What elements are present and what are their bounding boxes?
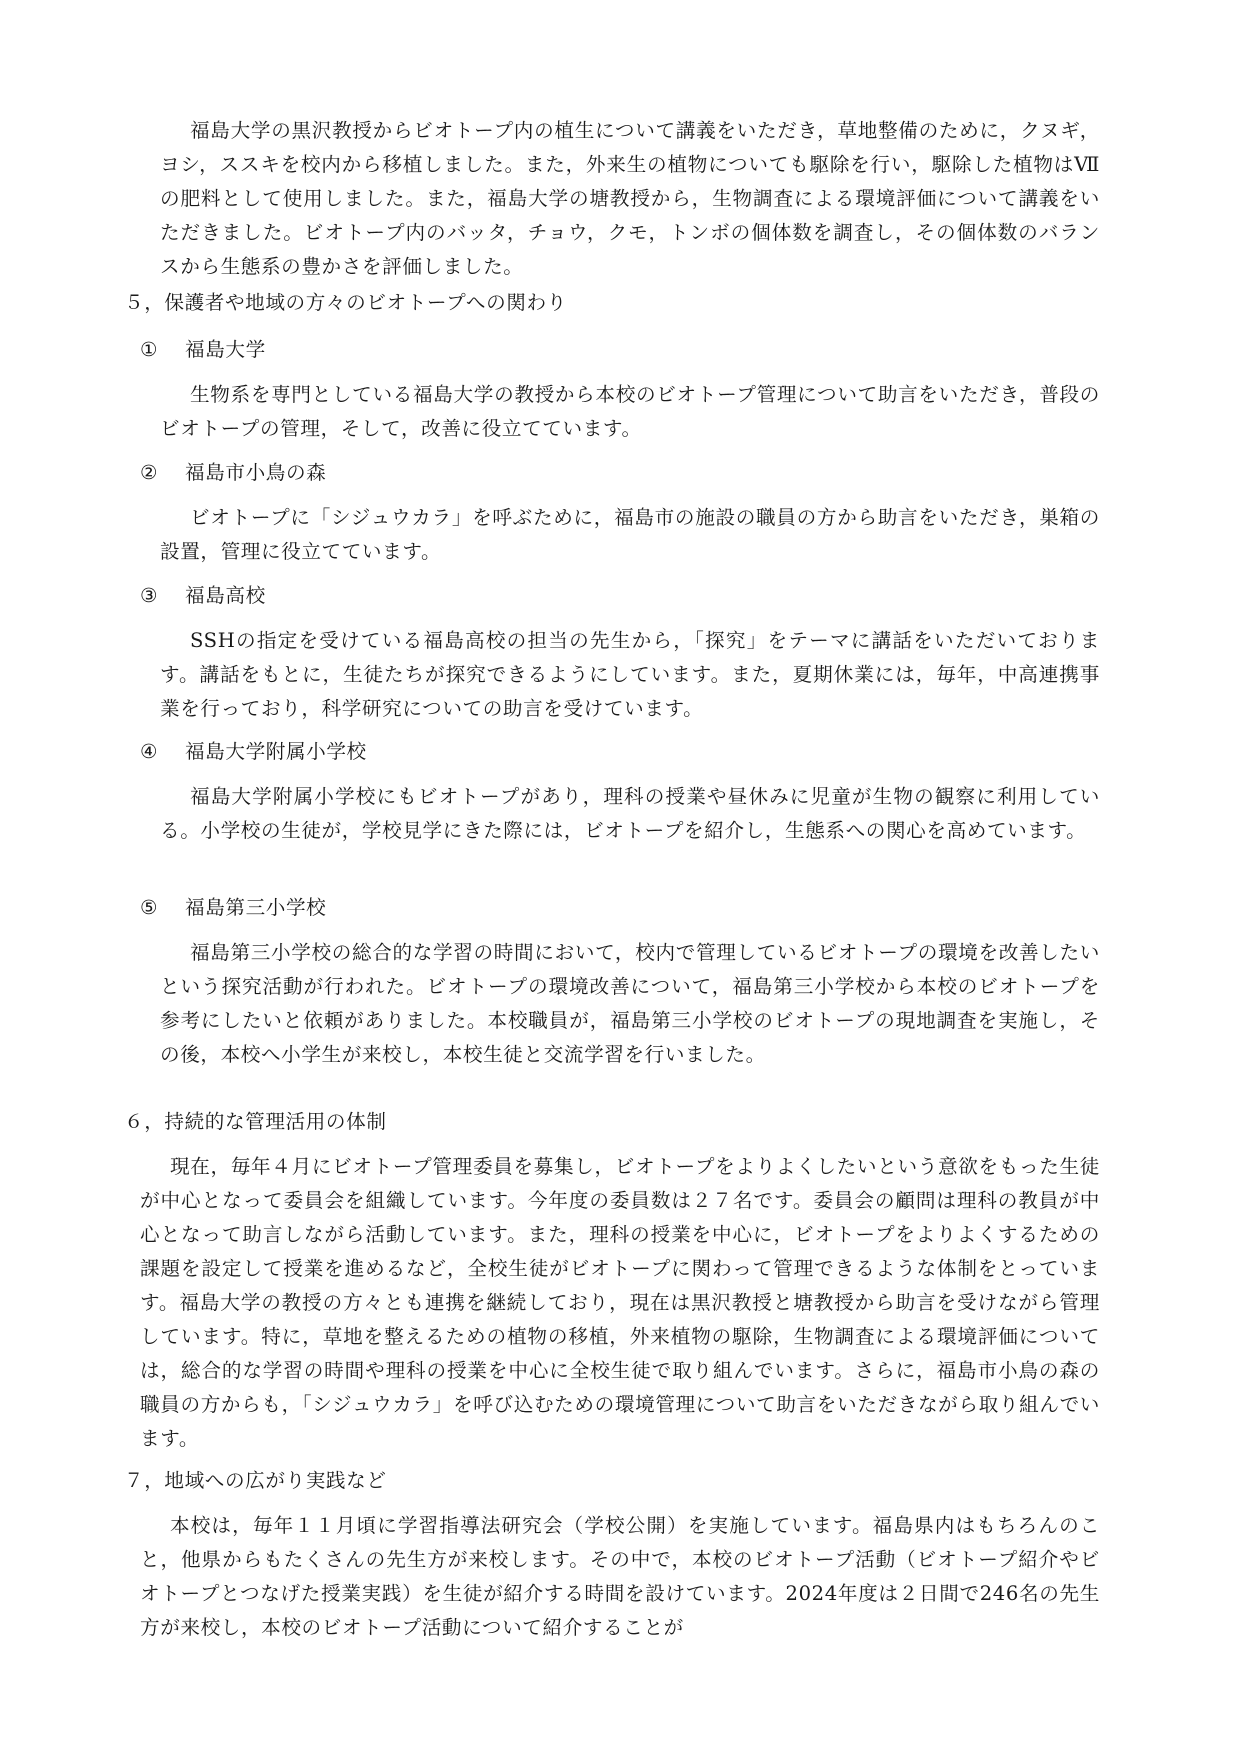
item-title: 福島高校 (185, 584, 266, 607)
section-5-item-3-paragraph: SSHの指定を受けている福島高校の担当の先生から，「探究」をテーマに講話をいただいております。講話をもとに，生徒たちが探究できるようにしています。また，夏期休業には，毎年，中高連携事業を行っており，科学研究についての助言を受けています。 (160, 629, 1100, 720)
item-number: ① (140, 338, 159, 361)
section-5-item-1-paragraph: 生物系を専門としている福島大学の教授から本校のビオトープ管理について助言をいただき，普段のビオトープの管理，そして，改善に役立てています。 (160, 383, 1100, 440)
item-title: 福島第三小学校 (185, 896, 327, 919)
item-number: ② (140, 461, 159, 484)
item-number: ③ (140, 584, 159, 607)
section-7-paragraph: 本校は，毎年１１月頃に学習指導法研究会（学校公開）を実施しています。福島県内はもちろんのこと，他県からもたくさんの先生方が来校します。その中で，本校のビオトープ活動（ビオトープ紹介やビオトープとつなげた授業実践）を生徒が紹介する時間を設けています。2024年度は２日間で246名の先生方が来校し，本校のビオトープ活動について紹介することが (140, 1514, 1100, 1639)
item-title: 福島大学 (185, 338, 266, 361)
section-7-heading: ７，地域への広がり実践など (124, 1469, 387, 1492)
section-6-paragraph: 現在，毎年４月にビオトープ管理委員を募集し，ビオトープをよりよくしたいという意欲をもった生徒が中心となって委員会を組織しています。今年度の委員数は２７名です。委員会の顧問は理科の教員が中心となって助言しながら活動しています。また，理科の授業を中心に，ビオトープをよりよくするための課題を設定して授業を進めるなど，全校生徒がビオトープに関わって管理できるような体制をとっています。福島大学の教授の方々とも連携を継続しており，現在は黒沢教授と塘教授から助言を受けながら管理しています。特に，草地を整えるための植物の移植，外来植物の駆除，生物調査による環境評価については，総合的な学習の時間や理科の授業を中心に全校生徒で取り組んでいます。さらに，福島市小鳥の森の職員の方からも，「シジュウカラ」を呼び込むための環境管理について助言をいただきながら取り組んでいます。 (140, 1155, 1100, 1450)
section-5-item-3-heading (140, 579, 266, 613)
section-5-item-5-paragraph: 福島第三小学校の総合的な学習の時間において，校内で管理しているビオトープの環境を改善したいという探究活動が行われた。ビオトープの環境改善について，福島第三小学校から本校のビオトープを参考にしたいと依頼がありました。本校職員が，福島第三小学校のビオトープの現地調査を実施し，その後，本校へ小学生が来校し，本校生徒と交流学習を行いました。 (160, 941, 1100, 1066)
section-6-heading: ６，持続的な管理活用の体制 (124, 1110, 387, 1133)
section-5-item-2-paragraph: ビオトープに「シジュウカラ」を呼ぶために，福島市の施設の職員の方から助言をいただき，巣箱の設置，管理に役立てています。 (160, 506, 1100, 563)
item-title: 福島市小鳥の森 (185, 461, 327, 484)
section-5-heading: ５，保護者や地域の方々のビオトープへの関わり (124, 291, 567, 314)
section-5-item-2-heading (140, 456, 326, 490)
section-5-item-4-heading (140, 735, 367, 769)
section-5-item-1-heading (140, 333, 266, 367)
section-5-item-5-heading (140, 891, 326, 925)
item-number: ④ (140, 740, 159, 763)
item-title: 福島大学附属小学校 (185, 740, 367, 763)
item-number: ⑤ (140, 896, 159, 919)
intro-paragraph: 福島大学の黒沢教授からビオトープ内の植生について講義をいただき，草地整備のために，クヌギ，ヨシ，ススキを校内から移植しました。また，外来生の植物についても駆除を行い，駆除した植物はⅦの肥料として使用しました。また，福島大学の塘教授から，生物調査による環境評価について講義をいただきました。ビオトープ内のバッタ，チョウ，クモ，トンボの個体数を調査し，その個体数のバランスから生態系の豊かさを評価しました。 (160, 119, 1100, 278)
section-5-item-4-paragraph: 福島大学附属小学校にもビオトープがあり，理科の授業や昼休みに児童が生物の観察に利用している。小学校の生徒が，学校見学にきた際には，ビオトープを紹介し，生態系への関心を高めています。 (160, 785, 1100, 842)
